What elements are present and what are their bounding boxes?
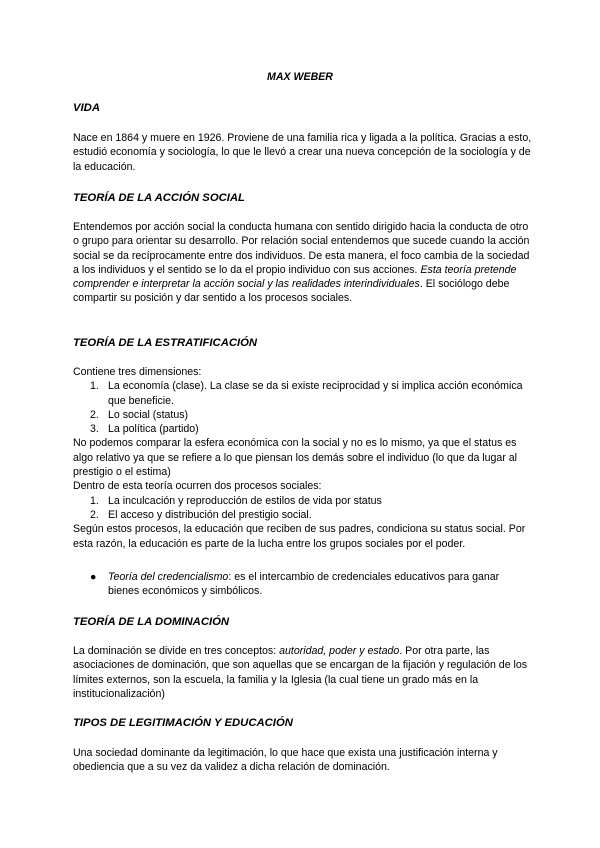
paragraph-dominacion	[73, 644, 533, 701]
paragraph-vida: Nace en 1864 y muere en 1926. Proviene de una familia rica y ligada a la política. Gracias a esto, estudió economía y sociología, lo que le llevó a crear una nueva concepción de la sociología y de la educación.	[73, 132, 532, 173]
list-text: La economía (clase). La clase se da si existe reciprocidad y si implica acción económica que beneficie.	[108, 380, 523, 407]
estratificacion-para-3: Según estos procesos, la educación que reciben de sus padres, condiciona su status social. Por esta razón, la educación es parte de la lucha entre los grupos sociales por el poder.	[73, 523, 526, 550]
processes-list	[73, 494, 533, 523]
list-item	[73, 570, 533, 599]
dominacion-text-1: La dominación se divide en tres conceptos:	[73, 645, 280, 657]
bullet-icon: ●	[90, 571, 97, 583]
estratificacion-para-2: Dentro de esta teoría ocurren dos procesos sociales:	[73, 480, 322, 493]
heading-dominacion: TEORÍA DE LA DOMINACIÓN	[73, 616, 230, 628]
dimensions-list	[73, 379, 533, 436]
accion-text-3: . El sociólogo debe compartir su posición y dar sentido a los procesos sociales.	[73, 278, 510, 305]
heading-vida: VIDA	[73, 102, 100, 114]
list-item	[73, 379, 533, 408]
list-number: 1.	[90, 494, 99, 507]
list-text: Lo social (status)	[108, 408, 189, 421]
list-number: 1.	[90, 380, 99, 393]
heading-legitimacion: TIPOS DE LEGITIMACIÓN Y EDUCACIÓN	[73, 717, 293, 729]
document-title: MAX WEBER	[267, 71, 333, 83]
paragraph-accion-social	[73, 220, 533, 306]
accion-text-1: Entendemos por acción social la conducta humana con sentido dirigido hacia la conducta de otro o grupo para orientar su desarrollo. Por relación social entendemos que sucede cuando la acción social se da recíprocamente entre dos individuos. De esta manera, el foco cambia de la sociedad a los individuos y el sentido se lo da el propio individuo con sus acciones.	[73, 221, 530, 276]
list-text: La política (partido)	[108, 423, 199, 436]
credencialismo-list	[73, 570, 533, 599]
list-number: 2.	[90, 408, 99, 421]
list-item	[73, 494, 533, 508]
dominacion-text-3: . Por otra parte, las asociaciones de dominación, que son aquellas que se encargan de la fijación y regulación de los límites externos, son la escuela, la familia y la Iglesia (la cual tiene un grado más en la institucionalización)	[73, 645, 528, 700]
list-number: 2.	[90, 508, 99, 521]
list-item	[73, 408, 533, 422]
credencialismo-text: : es el intercambio de credenciales educativos para ganar bienes económicos y simbólicos.	[108, 571, 500, 598]
list-number: 3.	[90, 423, 99, 436]
paragraph-legitimacion: Una sociedad dominante da legitimación, lo que hace que exista una justificación interna y obediencia que a su vez da validez a dicha relación de dominación.	[73, 747, 498, 774]
heading-estratificacion: TEORÍA DE LA ESTRATIFICACIÓN	[73, 337, 258, 349]
list-text: El acceso y distribución del prestigio social.	[108, 508, 312, 521]
list-item	[73, 508, 533, 522]
estratificacion-intro: Contiene tres dimensiones:	[73, 366, 202, 378]
dominacion-text-italic: autoridad, poder y estado	[279, 645, 400, 657]
list-item	[73, 422, 533, 436]
accion-text-italic: Esta teoría pretende comprender e interpretar la acción social y las realidades interindividuales	[73, 263, 517, 291]
credencialismo-term: Teoría del credencialismo	[108, 571, 229, 583]
list-text: La inculcación y reproducción de estilos de vida por status	[108, 494, 382, 507]
heading-accion-social: TEORÍA DE LA ACCIÓN SOCIAL	[73, 192, 245, 204]
estratificacion-body	[73, 365, 533, 551]
estratificacion-para-1: No podemos comparar la esfera económica con la social y no es lo mismo, ya que el status es algo relativo ya que se refiere a lo que piensan los demás sobre el individuo (lo que da lugar al prestigio o el estima)	[73, 437, 518, 479]
